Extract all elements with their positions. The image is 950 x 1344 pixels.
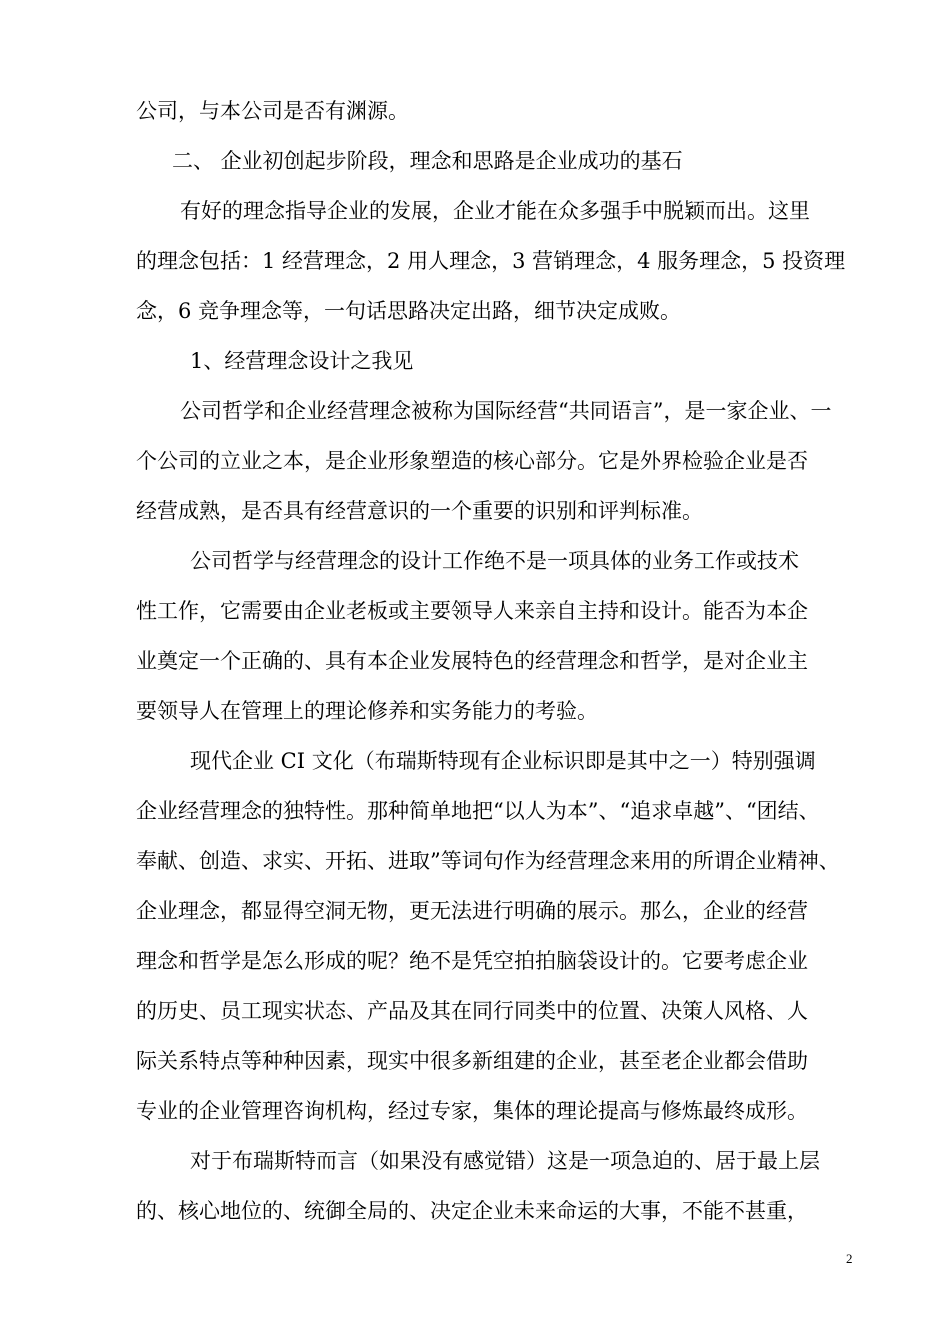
subsection-heading: 1、经营理念设计之我见 [190, 349, 414, 373]
section-heading: 二、 企业初创起步阶段，理念和思路是企业成功的基石 [172, 149, 683, 173]
text-line: 公司哲学与经营理念的设计工作绝不是一项具体的业务工作或技术 [190, 549, 799, 573]
text-line: 的理念包括：1 经营理念，2 用人理念，3 营销理念，4 服务理念，5 投资理 [136, 249, 846, 273]
text-line: 经营成熟，是否具有经营意识的一个重要的识别和评判标准。 [136, 499, 703, 523]
text-line: 性工作，它需要由企业老板或主要领导人来亲自主持和设计。能否为本企 [136, 599, 808, 623]
text-line: 有好的理念指导企业的发展，企业才能在众多强手中脱颖而出。这里 [180, 199, 810, 223]
text-line: 业奠定一个正确的、具有本企业发展特色的经营理念和哲学，是对企业主 [136, 649, 808, 673]
text-line: 个公司的立业之本，是企业形象塑造的核心部分。它是外界检验企业是否 [136, 449, 808, 473]
text-line: 现代企业 CI 文化（布瑞斯特现有企业标识即是其中之一）特别强调 [190, 749, 816, 773]
text-line: 理念和哲学是怎么形成的呢？绝不是凭空拍拍脑袋设计的。它要考虑企业 [136, 949, 808, 973]
text-line: 企业经营理念的独特性。那种简单地把“以人为本”、“追求卓越”、“团结、 [136, 799, 820, 823]
page-number: 2 [846, 1251, 853, 1266]
text-line: 对于布瑞斯特而言（如果没有感觉错）这是一项急迫的、居于最上层 [190, 1149, 820, 1173]
text-line: 奉献、创造、求实、开拓、进取”等词句作为经营理念来用的所谓企业精神、 [136, 849, 840, 873]
text-line: 际关系特点等种种因素，现实中很多新组建的企业，甚至老企业都会借助 [136, 1049, 808, 1073]
text-line: 要领导人在管理上的理论修养和实务能力的考验。 [136, 699, 598, 723]
text-line: 专业的企业管理咨询机构，经过专家，集体的理论提高与修炼最终成形。 [136, 1099, 808, 1123]
text-line: 公司哲学和企业经营理念被称为国际经营“共同语言”，是一家企业、一 [180, 399, 832, 423]
text-line: 企业理念，都显得空洞无物，更无法进行明确的展示。那么，企业的经营 [136, 899, 808, 923]
text-line: 念，6 竞争理念等，一句话思路决定出路，细节决定成败。 [136, 299, 682, 323]
text-line: 的历史、员工现实状态、产品及其在同行同类中的位置、决策人风格、人 [136, 999, 808, 1023]
text-line: 公司，与本公司是否有渊源。 [136, 99, 409, 123]
text-line: 的、核心地位的、统御全局的、决定企业未来命运的大事，不能不甚重， [136, 1199, 808, 1223]
